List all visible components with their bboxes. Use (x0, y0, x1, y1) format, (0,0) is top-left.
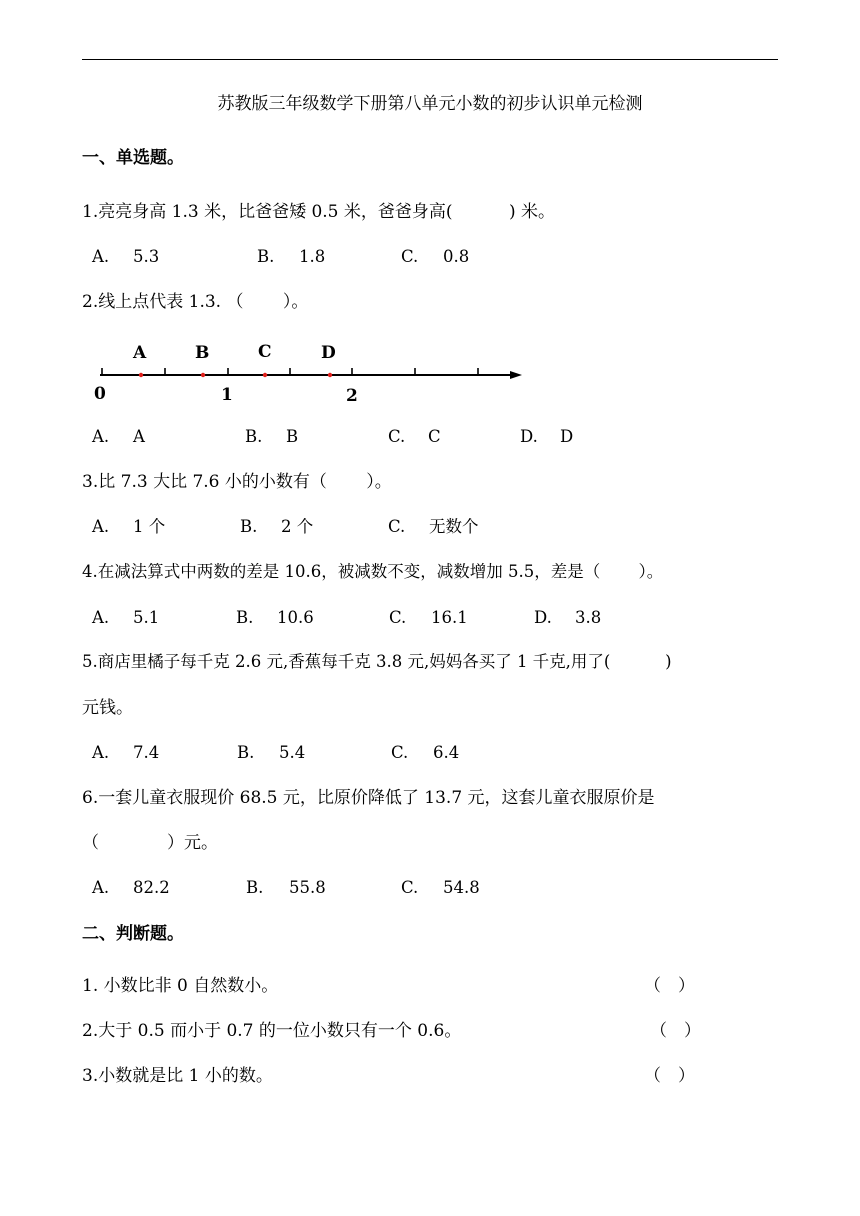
document-title: 苏教版三年级数学下册第八单元小数的初步认识单元检测 (217, 94, 643, 114)
number-line-ticks (102, 368, 478, 375)
q1-option-a-value: 5.3 (133, 247, 160, 266)
judge-item-1-text: 1. 小数比非 0 自然数小。 (82, 976, 279, 996)
number-line-point-d (328, 373, 332, 377)
q5-option-c-letter: C. (391, 743, 409, 762)
q5-option-a-letter: A. (92, 743, 110, 762)
q5-option-c-value: 6.4 (433, 743, 460, 762)
question-1-text: 1.亮亮身高 1.3 米，比爸爸矮 0.5 米，爸爸身高( ) 米。 (82, 202, 555, 222)
q2-option-b-letter: B. (245, 427, 263, 446)
number-line-figure (90, 338, 530, 408)
q5-option-b-value: 5.4 (279, 743, 306, 762)
question-6-text-line1: 6.一套儿童衣服现价 68.5 元，比原价降低了 13.7 元，这套儿童衣服原价是 (82, 788, 655, 808)
question-5-text-line2: 元钱。 (82, 698, 133, 718)
q4-option-b-value: 10.6 (277, 608, 314, 627)
q1-option-c-letter: C. (401, 247, 419, 266)
q3-option-b-value: 2 个 (281, 517, 314, 536)
judge-item-2-bracket: （ ） (650, 1021, 701, 1041)
q4-option-c-letter: C. (389, 608, 407, 627)
q2-option-d-value: D (560, 427, 574, 446)
number-line-point-b (201, 373, 205, 377)
number-line-point-c (263, 373, 267, 377)
q6-option-c-value: 54.8 (443, 878, 480, 897)
question-5-text-line1: 5.商店里橘子每千克 2.6 元,香蕉每千克 3.8 元,妈妈各买了 1 千克,用了( ) (82, 652, 672, 671)
q6-option-b-letter: B. (246, 878, 264, 897)
question-2-text: 2.线上点代表 1.3. （ ）。 (82, 292, 309, 312)
point-label-a: A (133, 343, 147, 363)
point-label-d: D (321, 343, 336, 363)
q3-option-b-letter: B. (240, 517, 258, 536)
q6-option-a-letter: A. (92, 878, 110, 897)
number-line-arrowhead (510, 371, 522, 379)
q2-option-b-value: B (286, 427, 299, 446)
q4-option-a-value: 5.1 (133, 608, 160, 627)
q1-option-a-letter: A. (92, 247, 110, 266)
q4-option-c-value: 16.1 (431, 608, 468, 627)
q2-option-a-value: A (133, 427, 145, 446)
q5-option-a-value: 7.4 (133, 743, 160, 762)
q6-option-a-value: 82.2 (133, 878, 170, 897)
judge-item-3-text: 3.小数就是比 1 小的数。 (82, 1066, 273, 1086)
q4-option-b-letter: B. (236, 608, 254, 627)
section1-heading: 一、单选题。 (82, 148, 184, 168)
tick-label-0: 0 (94, 384, 106, 404)
q3-option-c-value: 无数个 (429, 517, 479, 536)
judge-item-3-bracket: （ ） (644, 1066, 695, 1086)
number-line-point-a (139, 373, 143, 377)
q6-option-b-value: 55.8 (289, 878, 326, 897)
tick-label-1: 1 (221, 385, 233, 405)
q1-option-b-letter: B. (257, 247, 275, 266)
q4-option-a-letter: A. (92, 608, 110, 627)
q1-option-b-value: 1.8 (299, 247, 326, 266)
q2-option-d-letter: D. (520, 427, 538, 446)
judge-item-2-text: 2.大于 0.5 而小于 0.7 的一位小数只有一个 0.6。 (82, 1021, 462, 1041)
q1-option-c-value: 0.8 (443, 247, 470, 266)
judge-item-1-bracket: （ ） (644, 976, 695, 996)
q4-option-d-value: 3.8 (575, 608, 602, 627)
question-6-text-line2: （ ）元。 (82, 833, 218, 853)
q5-option-b-letter: B. (237, 743, 255, 762)
q2-option-a-letter: A. (92, 427, 110, 446)
q4-option-d-letter: D. (534, 608, 552, 627)
q2-option-c-value: C (428, 427, 441, 446)
q3-option-c-letter: C. (388, 517, 406, 536)
question-3-text: 3.比 7.3 大比 7.6 小的小数有（ ）。 (82, 472, 392, 492)
section2-heading: 二、判断题。 (82, 924, 184, 944)
q3-option-a-value: 1 个 (133, 517, 166, 536)
q2-option-c-letter: C. (388, 427, 406, 446)
point-label-b: B (195, 343, 210, 363)
header-rule (82, 59, 778, 60)
point-label-c: C (258, 342, 272, 362)
q6-option-c-letter: C. (401, 878, 419, 897)
q3-option-a-letter: A. (92, 517, 110, 536)
question-4-text: 4.在减法算式中两数的差是 10.6，被减数不变，减数增加 5.5，差是（ ）。 (82, 562, 664, 581)
tick-label-2: 2 (346, 386, 358, 406)
